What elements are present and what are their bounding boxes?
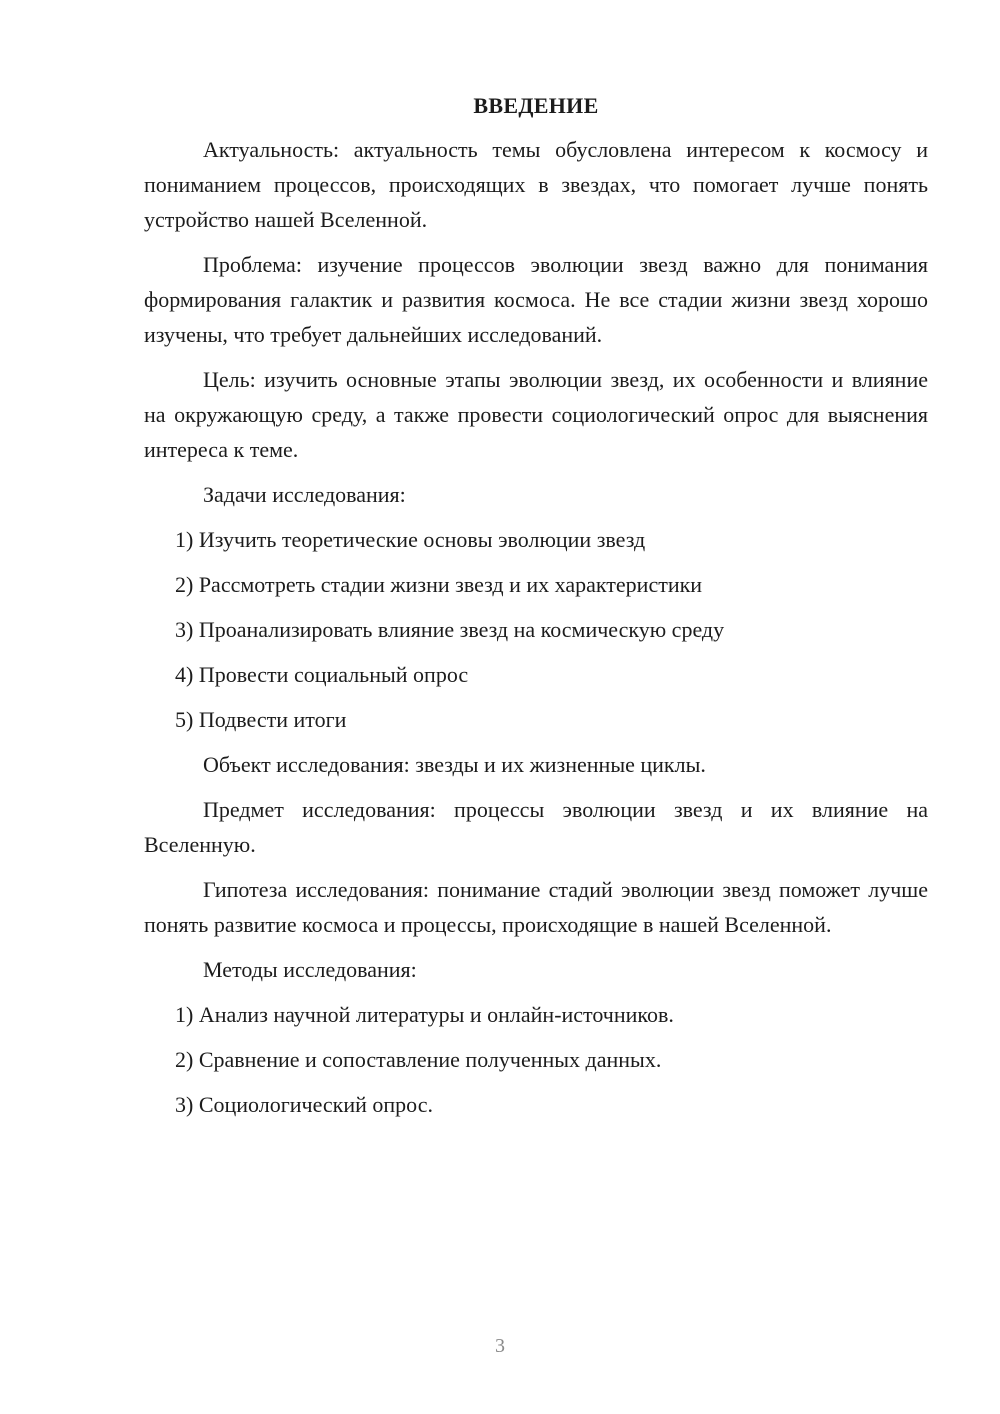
- page-number: 3: [495, 1335, 505, 1357]
- tasks-list: [144, 522, 928, 737]
- paragraph-subject: Предмет исследования: процессы эволюции звезд и их влияние на Вселенную.: [144, 797, 928, 857]
- paragraph-hypothesis: Гипотеза исследования: понимание стадий эволюции звезд поможет лучше понять развитие космоса и процессы, происходящие в нашей Вселенной.: [144, 877, 928, 937]
- document-page: [144, 88, 928, 1132]
- list-item: 4) Провести социальный опрос: [175, 662, 469, 687]
- list-item: 1) Изучить теоретические основы эволюции звезд: [175, 527, 646, 552]
- paragraph-goal: Цель: изучить основные этапы эволюции звезд, их особенности и влияние на окружающую среду, а также провести социологический опрос для выяснения интереса к теме.: [144, 367, 928, 462]
- list-item: 3) Социологический опрос.: [175, 1092, 433, 1117]
- methods-list: [144, 997, 928, 1122]
- list-item: 3) Проанализировать влияние звезд на космическую среду: [175, 617, 725, 642]
- paragraph-relevance: Актуальность: актуальность темы обусловлена интересом к космосу и пониманием процессов, происходящих в звездах, что помогает лучше понять устройство нашей Вселенной.: [144, 137, 928, 232]
- tasks-heading: Задачи исследования:: [203, 482, 406, 507]
- list-item: 2) Сравнение и сопоставление полученных данных.: [175, 1047, 662, 1072]
- list-item: 5) Подвести итоги: [175, 707, 347, 732]
- list-item: 1) Анализ научной литературы и онлайн-источников.: [175, 1002, 674, 1027]
- list-item: 2) Рассмотреть стадии жизни звезд и их характеристики: [175, 572, 703, 597]
- paragraph-problem: Проблема: изучение процессов эволюции звезд важно для понимания формирования галактик и развития космоса. Не все стадии жизни звезд хорошо изучены, что требует дальнейших исследований.: [144, 252, 928, 347]
- methods-heading: Методы исследования:: [203, 957, 417, 982]
- paragraph-object: Объект исследования: звезды и их жизненные циклы.: [203, 752, 706, 777]
- document-title: ВВЕДЕНИЕ: [473, 93, 599, 118]
